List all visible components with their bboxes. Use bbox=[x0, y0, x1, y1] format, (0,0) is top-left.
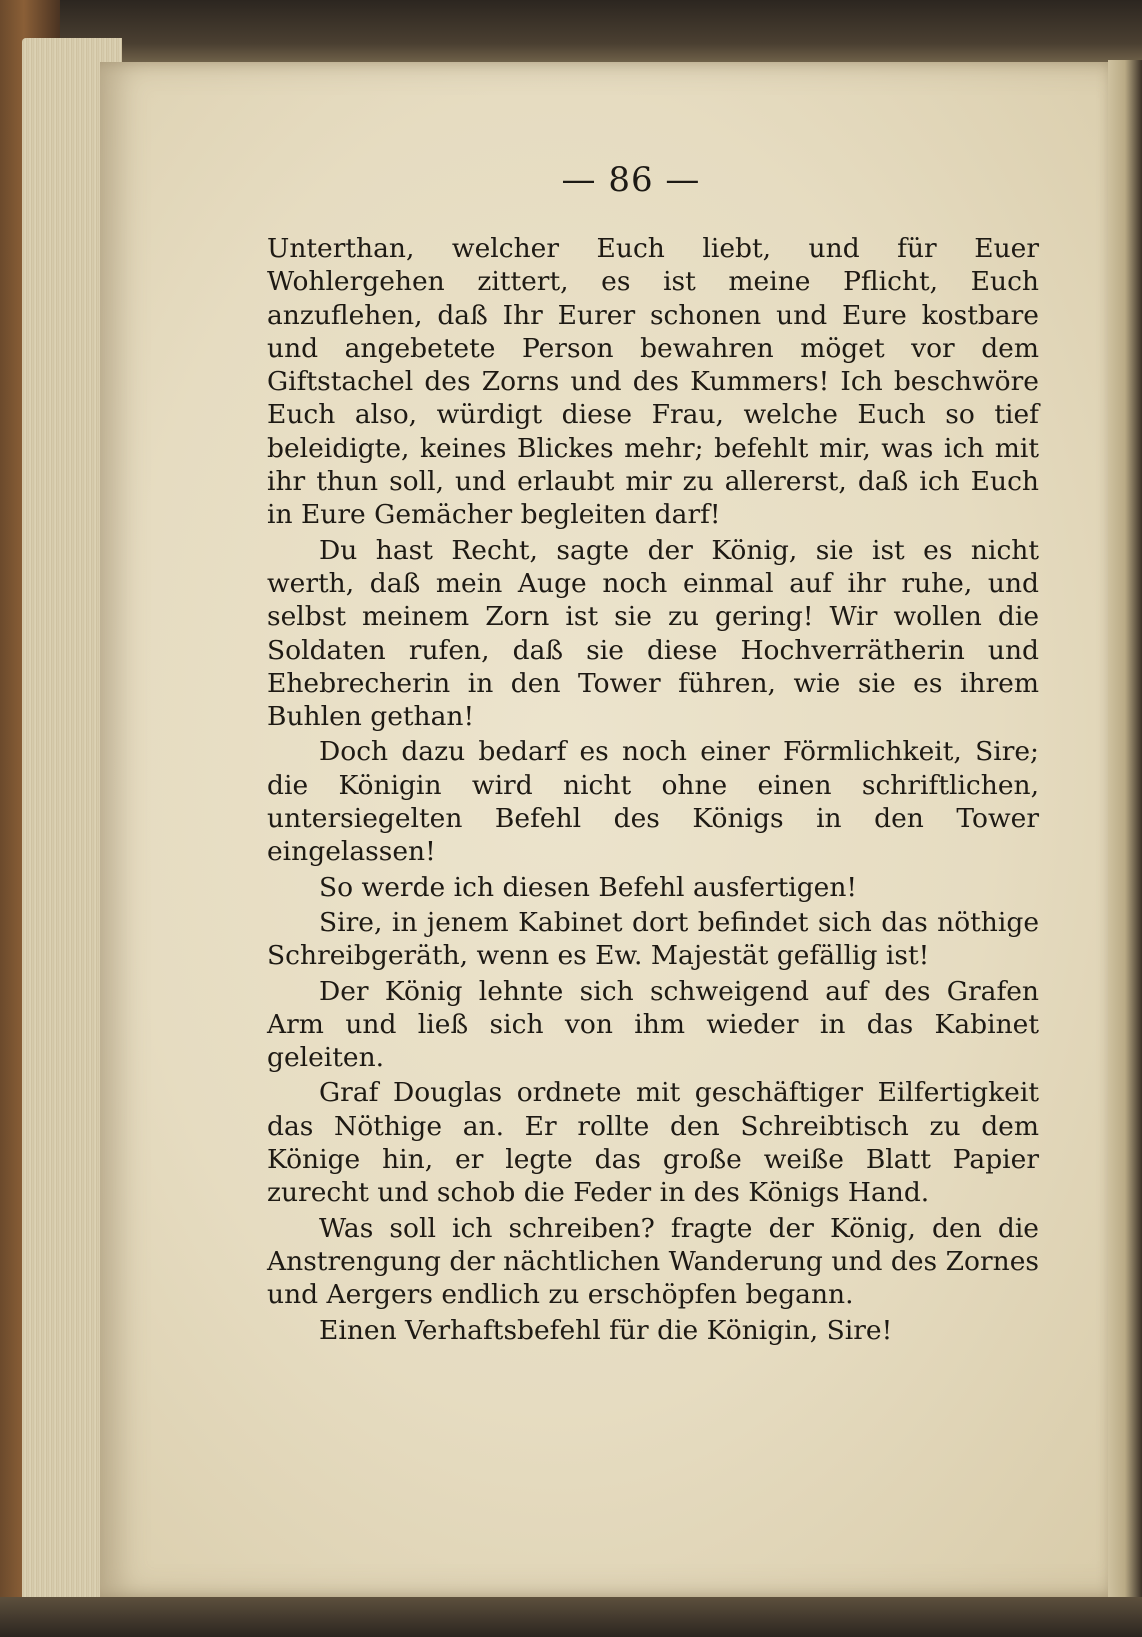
paragraph: So werde ich diesen Befehl ausfertigen! bbox=[319, 871, 858, 903]
paragraph: Graf Douglas ordnete mit geschäftiger Eilfertigkeit das Nöthige an. Er rollte den Schreibtisch zu dem Könige hin, er legte das große weiße Blatt Papier zurecht und schob die Feder in des Königs Hand. bbox=[267, 1077, 1039, 1209]
background-bottom bbox=[0, 1597, 1142, 1637]
paragraph: Sire, in jenem Kabinet dort befindet sich das nöthige Schreibgeräth, wenn es Ew. Majestät gefällig ist! bbox=[267, 906, 1039, 972]
body-text bbox=[267, 232, 1039, 1349]
background-top bbox=[0, 0, 1142, 62]
paragraph: Der König lehnte sich schweigend auf des Grafen Arm und ließ sich von ihm wieder in das Kabinet geleiten. bbox=[267, 975, 1039, 1074]
paragraph: Du hast Recht, sagte der König, sie ist es nicht werth, daß mein Auge noch einmal auf ihr ruhe, und selbst meinem Zorn ist sie zu gering! Wir wollen die Soldaten rufen, daß sie diese Hochverrätherin und Ehebrecherin in den Tower führen, wie sie es ihrem Buhlen gethan! bbox=[267, 534, 1039, 733]
page-number: — 86 — bbox=[561, 160, 701, 200]
paragraph: Einen Verhaftsbefehl für die Königin, Sire! bbox=[319, 1314, 893, 1346]
facing-page-edge bbox=[1108, 60, 1142, 1600]
paragraph: Was soll ich schreiben? fragte der König, den die Anstrengung der nächtlichen Wanderung und des Zornes und Aergers endlich zu erschöpfen begann. bbox=[267, 1212, 1039, 1311]
paragraph: Doch dazu bedarf es noch einer Förmlichkeit, Sire; die Königin wird nicht ohne einen schriftlichen, untersiegelten Befehl des Königs in den Tower eingelassen! bbox=[267, 736, 1039, 868]
paragraph: Unterthan, welcher Euch liebt, und für Euer Wohlergehen zittert, es ist meine Pflicht, Euch anzuflehen, daß Ihr Eurer schonen und Eure kostbare und angebetete Person bewahren möget vor dem Giftstachel des Zorns und des Kummers! Ich beschwöre Euch also, würdigt diese Frau, welche Euch so tief beleidigte, keines Blickes mehr; befehlt mir, was ich mit ihr thun soll, und erlaubt mir zu allererst, daß ich Euch in Eure Gemächer begleiten darf! bbox=[267, 233, 1039, 531]
